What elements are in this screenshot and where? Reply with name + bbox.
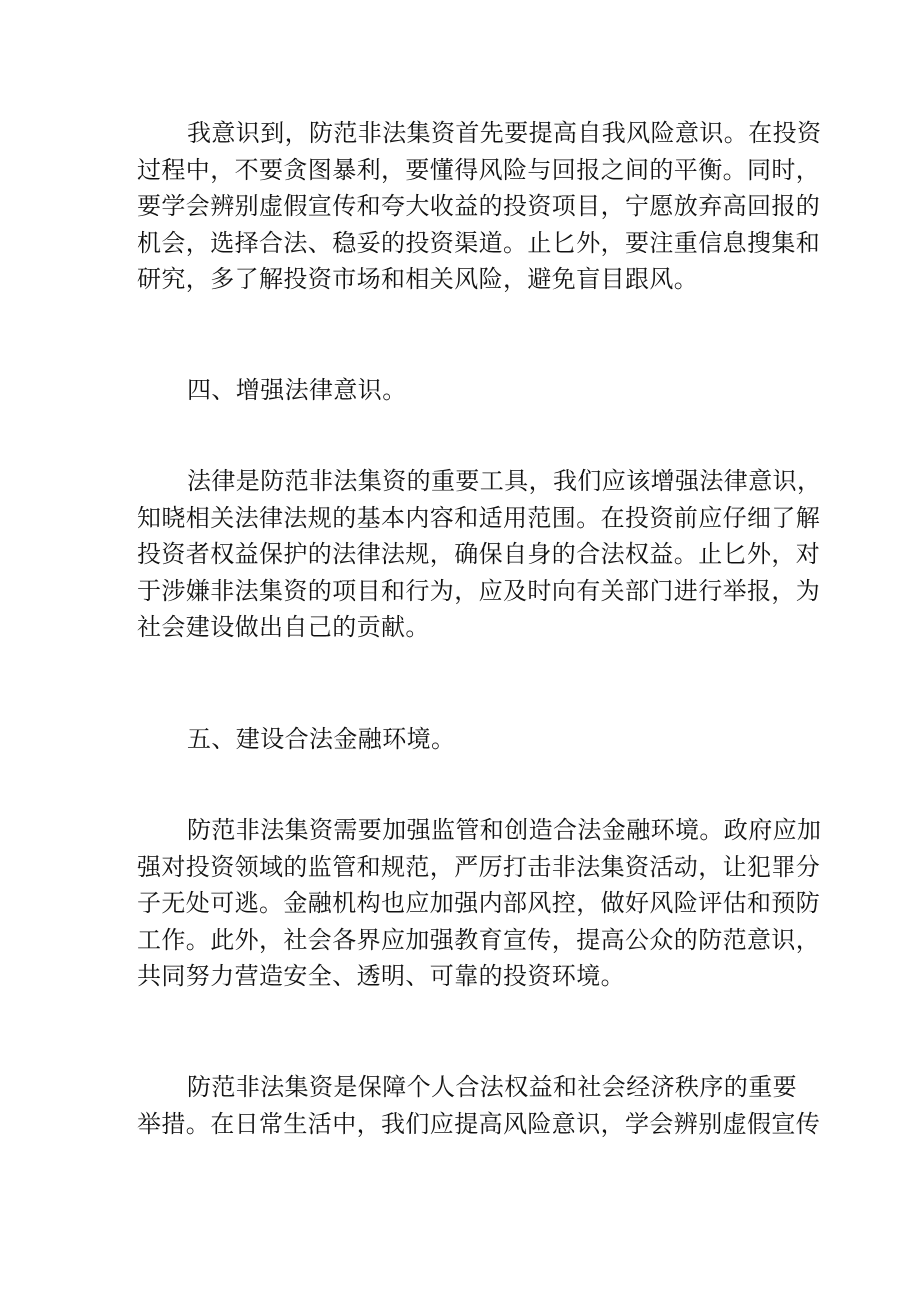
- paragraph-line: 我意识到，防范非法集资首先要提高自我风险意识。在投资: [187, 119, 822, 147]
- paragraph-line: 防范非法集资是保障个人合法权益和社会经济秩序的重要: [187, 1073, 797, 1101]
- paragraph-line: 于涉嫌非法集资的项目和行为，应及时向有关部门进行举报，为: [137, 576, 821, 605]
- paragraph-financial-environment: [137, 812, 822, 995]
- paragraph-line: 要学会辨别虚假宣传和夸大收益的投资项目，宁愿放弃高回报的: [137, 192, 821, 220]
- paragraph-line: 法律是防范非法集资的重要工具，我们应该增强法律意识，: [187, 467, 822, 495]
- paragraph-line: 投资者权益保护的法律法规，确保自身的合法权益。止匕外，对: [137, 540, 821, 568]
- paragraph-line: 共同努力营造安全、透明、可靠的投资环境。: [137, 962, 625, 990]
- paragraph-line: 防范非法集资需要加强监管和创造合法金融环境。政府应加: [187, 816, 822, 844]
- paragraph-risk-awareness: [137, 115, 822, 298]
- paragraph-line: 子无处可逃。金融机构也应加强内部风控，做好风险评估和预防: [137, 889, 821, 917]
- paragraph-line: 举措。在日常生活中，我们应提高风险意识，学会辨别虚假宣传: [137, 1109, 821, 1138]
- section-heading-4: [137, 372, 807, 409]
- paragraph-line: 机会，选择合法、稳妥的投资渠道。止匕外，要注重信息搜集和: [137, 228, 821, 257]
- paragraph-line: 过程中，不要贪图暴利，要懂得风险与回报之间的平衡。同时，: [137, 155, 821, 184]
- paragraph-line: 工作。此外，社会各界应加强教育宣传，提高公众的防范意识，: [137, 925, 821, 954]
- paragraph-conclusion: [137, 1069, 821, 1142]
- paragraph-line: 强对投资领域的监管和规范，严厉打击非法集资活动，让犯罪分: [137, 852, 821, 881]
- section-heading-5: [137, 721, 807, 758]
- paragraph-line: 知晓相关法律法规的基本内容和适用范围。在投资前应仔细了解: [137, 503, 821, 532]
- paragraph-legal-awareness: [137, 463, 822, 646]
- paragraph-line: 研究，多了解投资市场和相关风险，避免盲目跟风。: [137, 265, 699, 293]
- section-heading-text: 五、建设合法金融环境。: [187, 725, 456, 753]
- paragraph-line: 社会建设做出自己的贡献。: [137, 613, 430, 641]
- section-heading-text: 四、增强法律意识。: [187, 376, 407, 404]
